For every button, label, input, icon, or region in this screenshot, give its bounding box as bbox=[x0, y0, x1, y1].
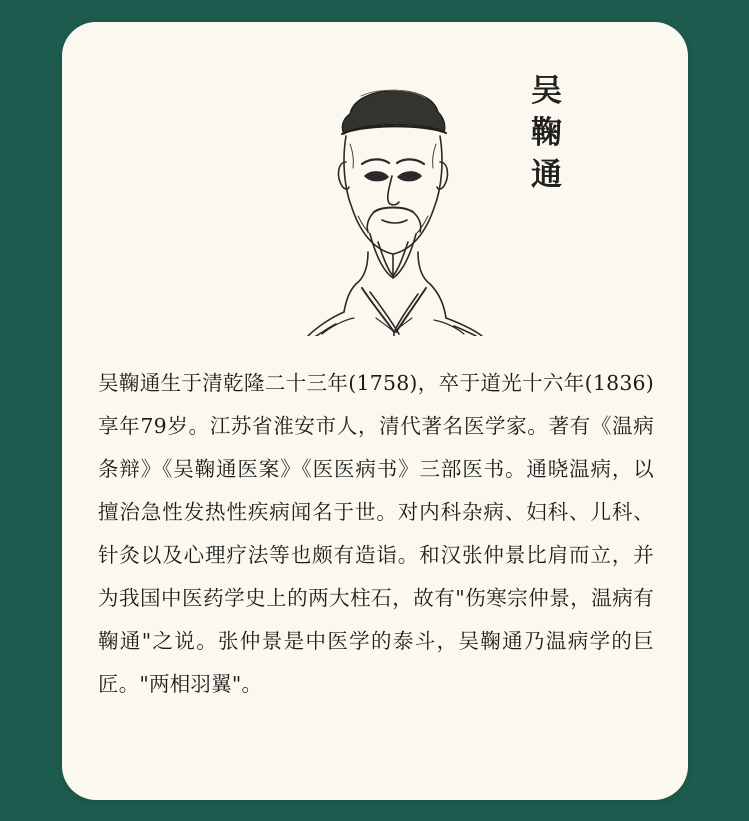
content-card bbox=[62, 22, 688, 800]
portrait-section bbox=[62, 22, 688, 342]
biography-text: 吴鞠通生于清乾隆二十三年(1758)，卒于道光十六年(1836)享年79岁。江苏省淮安市人，清代著名医学家。著有《温病条辩》《吴鞠通医案》《医医病书》三部医书。通晓温病，以擅治急性发热性疾病闻名于世。对内科杂病、妇科、儿科、针灸以及心理疗法等也颇有造诣。和汉张仲景比肩而立，并为我国中医药学史上的两大柱石，故有"伤寒宗仲景，温病有鞠通"之说。张仲景是中医学的泰斗，吴鞠通乃温病学的巨匠。"两相羽翼"。 bbox=[98, 371, 654, 696]
portrait-name: 吴鞠通 bbox=[531, 73, 563, 193]
portrait-ink-drawing-icon bbox=[258, 56, 528, 336]
